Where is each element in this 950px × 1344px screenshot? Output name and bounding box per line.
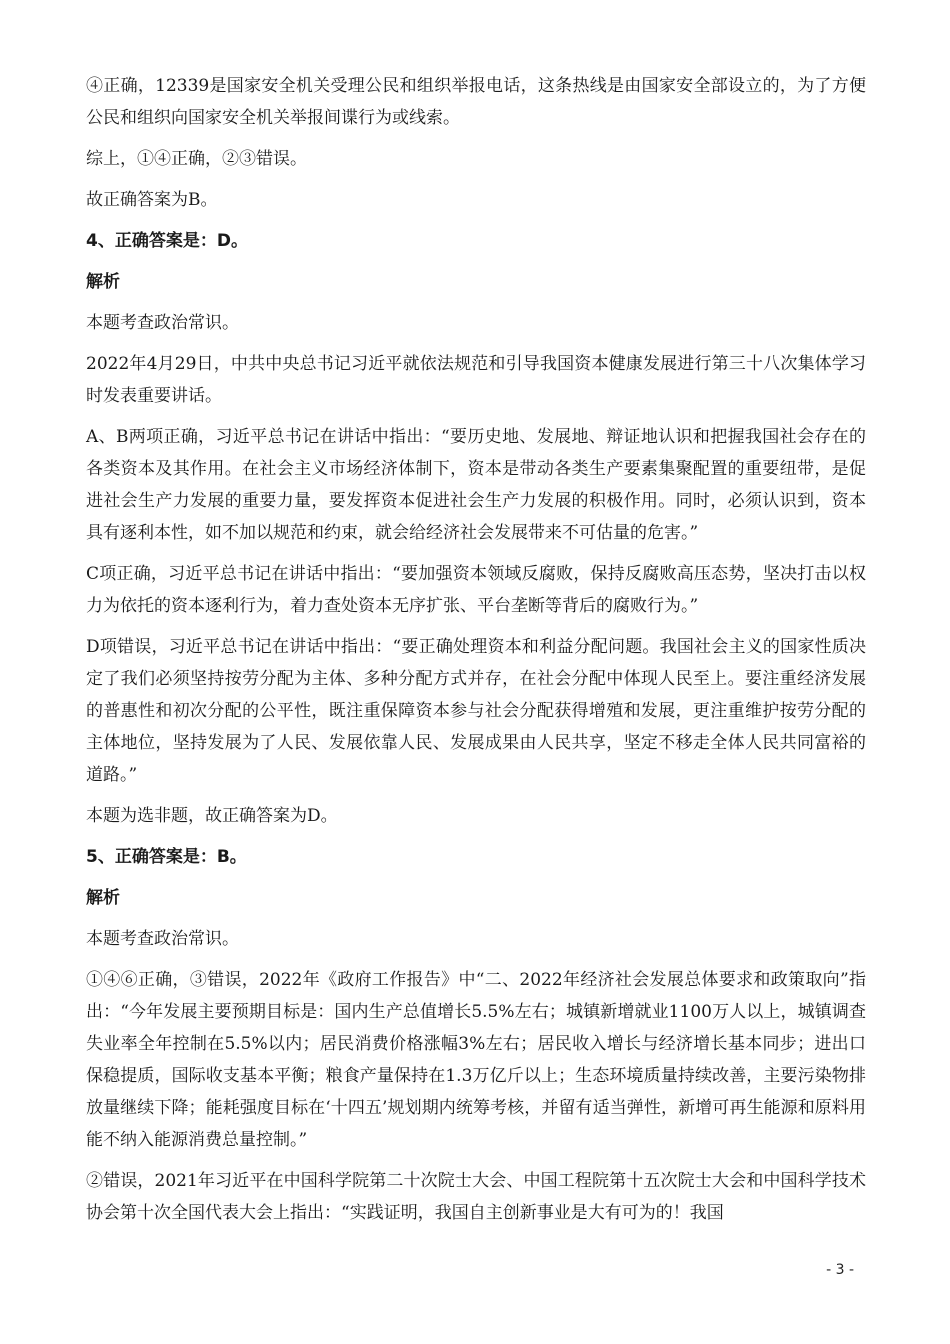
paragraph-q3-answer: 故正确答案为B。 — [86, 190, 218, 210]
paragraph-q4-answer: 本题为选非题，故正确答案为D。 — [86, 806, 338, 826]
paragraph-q4-option-c: C项正确，习近平总书记在讲话中指出：“要加强资本领域反腐败，保持反腐败高压态势，坚决打击以权力为依托的资本逐利行为，着力查处资本无序扩张、平台垄断等背后的腐败行为。” — [86, 564, 866, 616]
paragraph-q5-item2: ②错误，2021年习近平在中国科学院第二十次院士大会、中国工程院第十五次院士大会和中国科学技术协会第十次全国代表大会上指出：“实践证明，我国自主创新事业是大有可为的！我国 — [86, 1171, 866, 1223]
paragraph-q5-items-146: ①④⑥正确，③错误，2022年《政府工作报告》中“二、2022年经济社会发展总体要求和政策取向”指出：“今年发展主要预期目标是：国内生产总值增长5.5%左右；城镇新增就业1100万人以上，城镇调查失业率全年控制在5.5%以内；居民消费价格涨幅3%左右；居民收入增长与经济增长基本同步；进出口保稳提质，国际收支基本平衡；粮食产量保持在1.3万亿斤以上；生态环境质量持续改善，主要污染物排放量继续下降；能耗强度目标在‘十四五’规划期内统筹考核，并留有适当弹性，新增可再生能源和原料用能不纳入能源消费总量控制。” — [86, 970, 866, 1150]
heading-q5-answer: 5、正确答案是：B。 — [86, 847, 247, 867]
page-number: - 3 - — [826, 1262, 854, 1278]
heading-q5-analysis: 解析 — [86, 888, 120, 908]
document-body — [86, 70, 866, 1238]
paragraph-q3-item4: ④正确，12339是国家安全机关受理公民和组织举报电话，这条热线是由国家安全部设立的，为了方便公民和组织向国家安全机关举报间谍行为或线索。 — [86, 76, 866, 128]
paragraph-q5-topic: 本题考查政治常识。 — [86, 929, 239, 949]
paragraph-q4-background: 2022年4月29日，中共中央总书记习近平就依法规范和引导我国资本健康发展进行第三十八次集体学习时发表重要讲话。 — [86, 354, 866, 406]
heading-q4-analysis: 解析 — [86, 272, 120, 292]
paragraph-q4-option-ab: A、B两项正确，习近平总书记在讲话中指出：“要历史地、发展地、辩证地认识和把握我国社会存在的各类资本及其作用。在社会主义市场经济体制下，资本是带动各类生产要素集聚配置的重要纽带，是促进社会生产力发展的重要力量，要发挥资本促进社会生产力发展的积极作用。同时，必须认识到，资本具有逐利本性，如不加以规范和约束，就会给经济社会发展带来不可估量的危害。” — [86, 427, 866, 543]
paragraph-q4-topic: 本题考查政治常识。 — [86, 313, 239, 333]
heading-q4-answer: 4、正确答案是：D。 — [86, 231, 248, 251]
paragraph-q4-option-d: D项错误，习近平总书记在讲话中指出：“要正确处理资本和利益分配问题。我国社会主义的国家性质决定了我们必须坚持按劳分配为主体、多种分配方式并存，在社会分配中体现人民至上。要注重经济发展的普惠性和初次分配的公平性，既注重保障资本参与社会分配获得增殖和发展，更注重维护按劳分配的主体地位，坚持发展为了人民、发展依靠人民、发展成果由人民共享，坚定不移走全体人民共同富裕的道路。” — [86, 637, 866, 785]
paragraph-q3-summary: 综上，①④正确，②③错误。 — [86, 149, 307, 169]
